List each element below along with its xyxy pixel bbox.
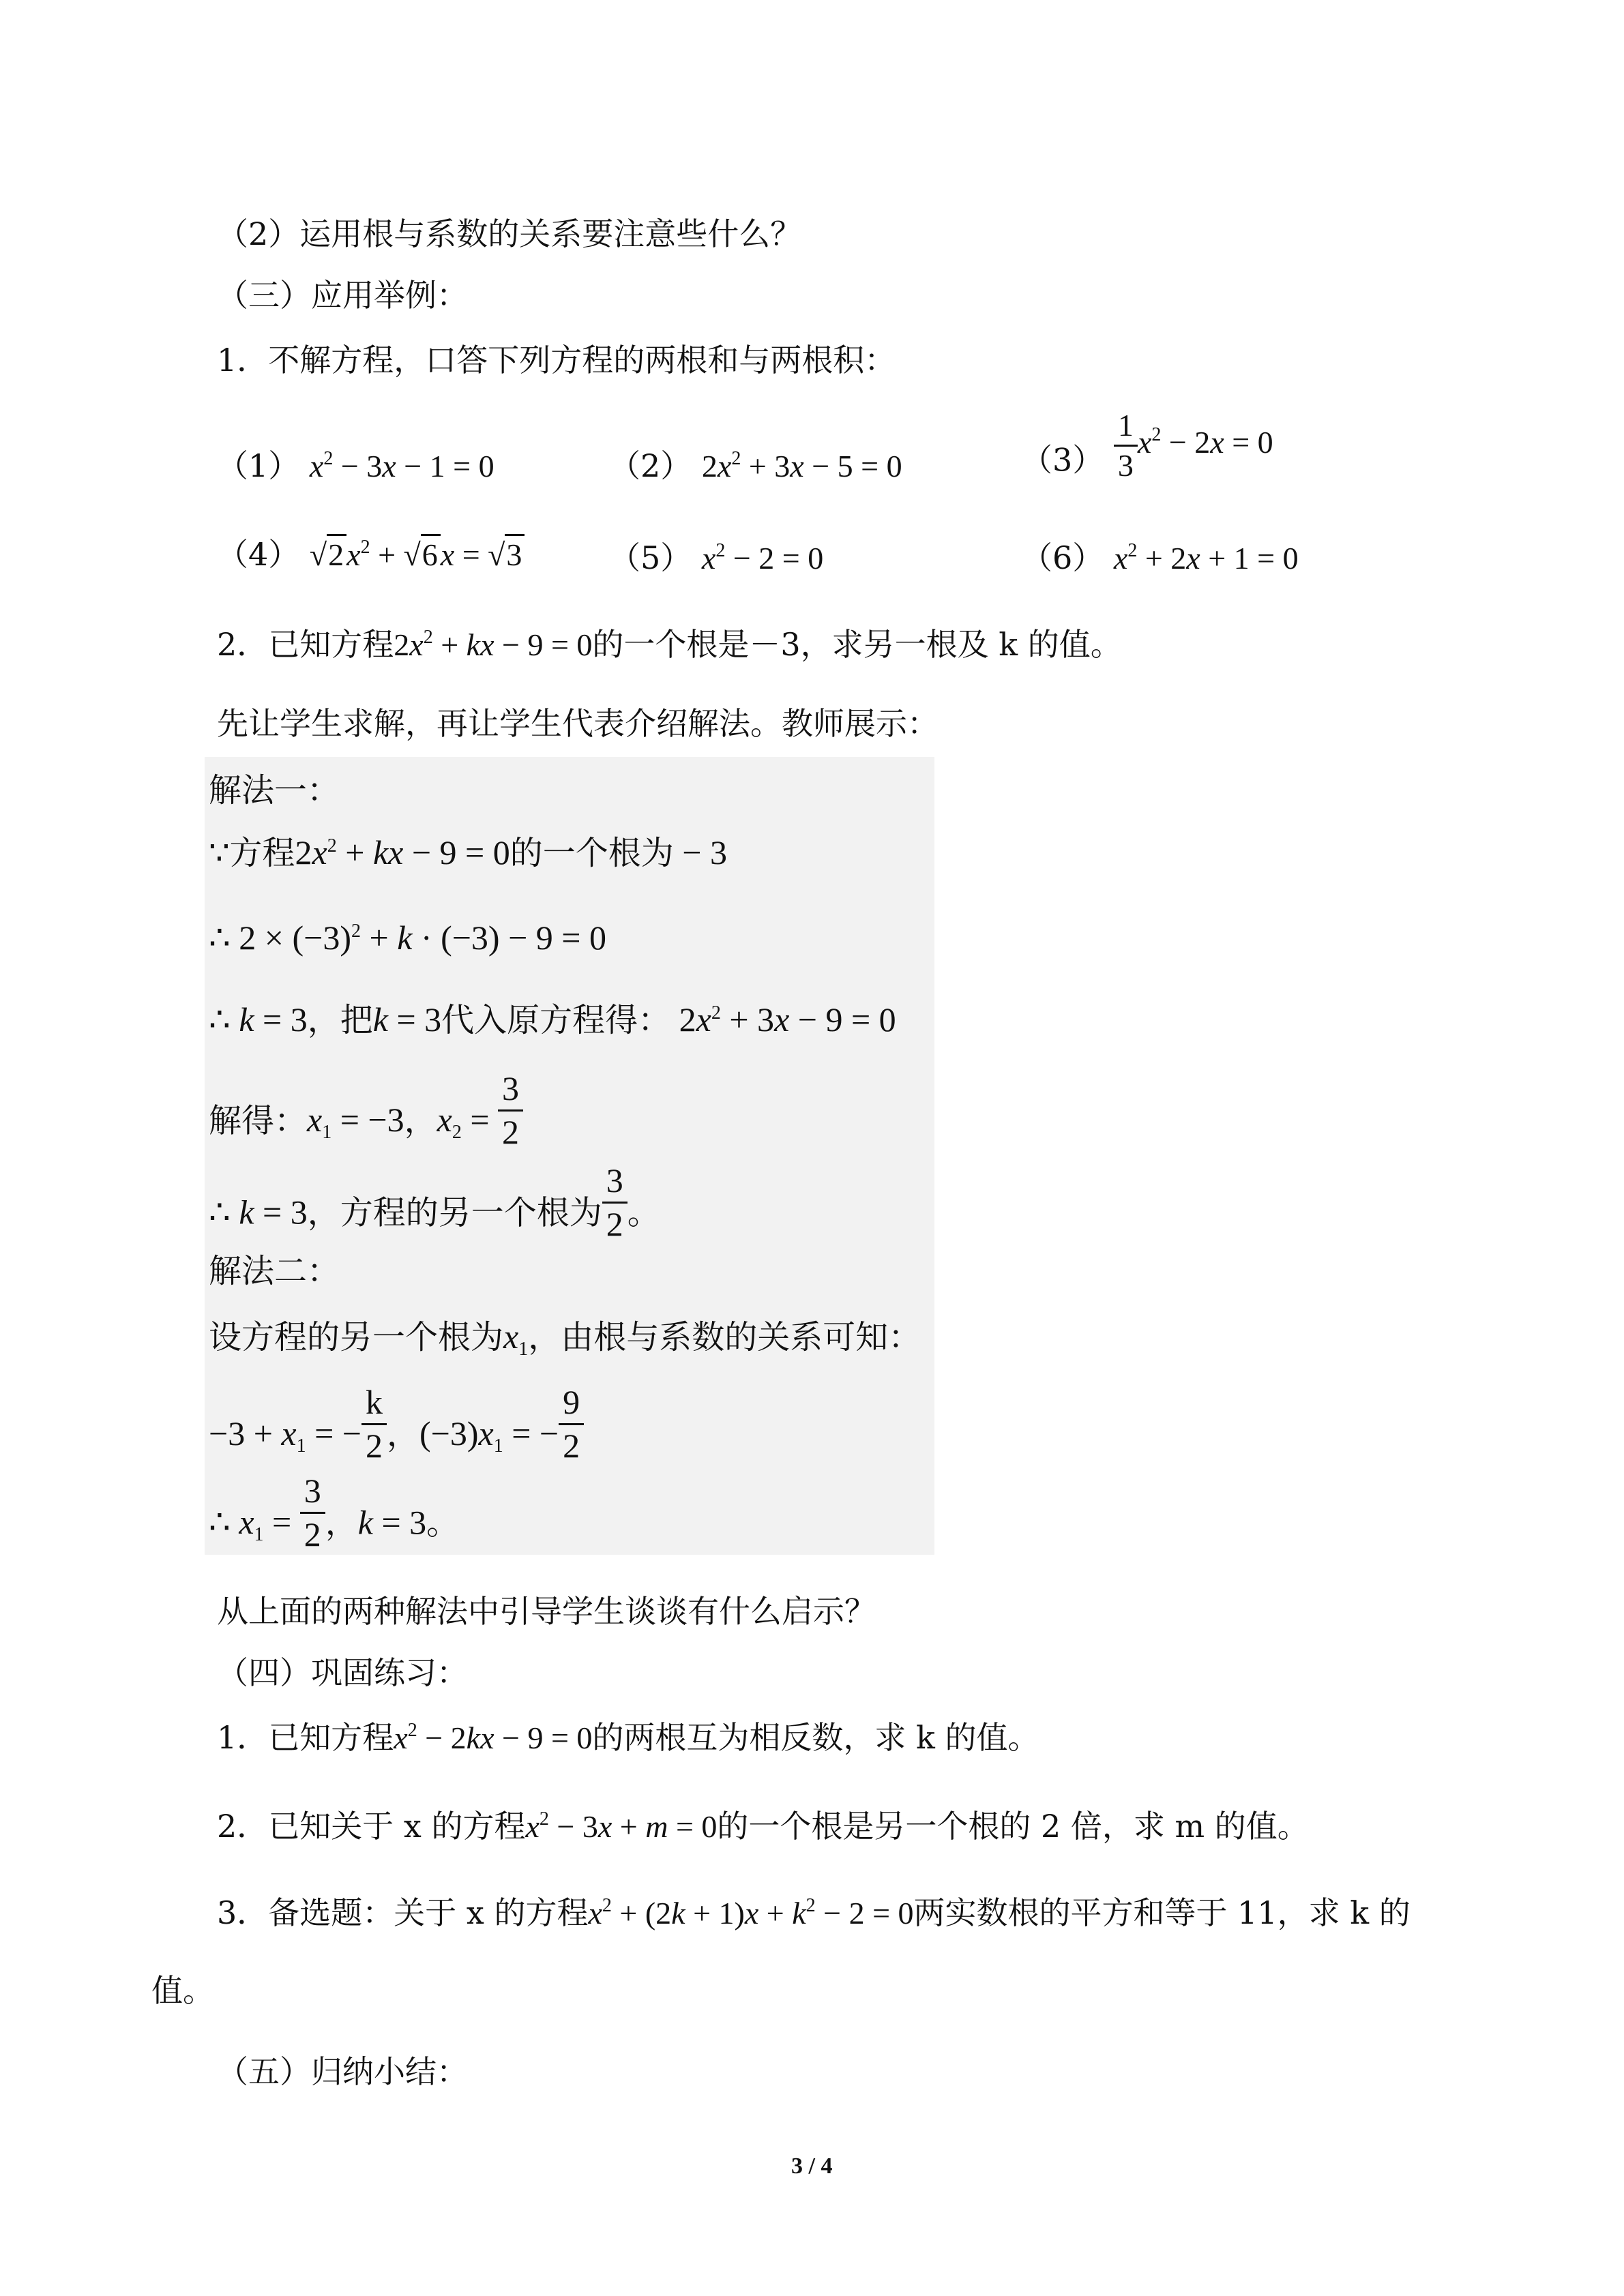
item-label: （3） xyxy=(1021,441,1104,479)
solution-1-title: 解法一： xyxy=(209,771,340,809)
practice-3: 3．备选题：关于 x 的方程$x^2 + (2k + 1)x + k^2 - 2 = 0$两实数根的平方和等于 11，求 k 的 xyxy=(217,1894,1411,1931)
solution-1-line-5: ∴ k = 3，方程的另一个根为 $\frac{3}{2}$ 。 xyxy=(209,1161,660,1243)
equation-item-5: （5） $x^2 - 2 = 0$ xyxy=(609,539,824,576)
question-2: （2）运用根与系数的关系要注意些什么？ xyxy=(217,215,802,252)
exercise-1-prompt: 1．不解方程，口答下列方程的两根和与两根积： xyxy=(217,342,896,378)
solution-1-line-1: ∵方程$2x^2$ + kx − 9 = 0的一个根为 − 3 xyxy=(209,833,727,872)
reflection-question: 从上面的两种解法中引导学生谈谈有什么启示？ xyxy=(217,1593,876,1630)
equation-item-1: （1） $x^2 - 3x - 1 = 0$ xyxy=(217,447,494,484)
item-label: （4） xyxy=(217,536,300,573)
text: 的一个根是另一个根的 2 倍，求 m 的值。 xyxy=(717,1808,1309,1845)
equation-item-6: （6） $x^2 + 2x + 1 = 0$ xyxy=(1021,539,1299,576)
text: 两实数根的平方和等于 11，求 k 的 xyxy=(913,1894,1411,1931)
text: ∵方程 xyxy=(209,834,295,872)
item-label: （1） xyxy=(217,447,300,484)
solution-1-line-2: ∴ $2 \times (-3)^2 + k \cdot (-3) - 9 = 0$ xyxy=(209,919,606,957)
text: 的一个根为 xyxy=(510,834,674,872)
practice-2: 2．已知关于 x 的方程$x^2 - 3x + m = 0$的一个根是另一个根的 2 倍，求 m 的值。 xyxy=(217,1808,1309,1845)
practice-3-continued: 值。 xyxy=(151,1972,214,2009)
section-3-heading: （三）应用举例： xyxy=(217,277,468,314)
solution-1-line-4: 解得：$x_1 = -3$，$x_2$ = $\frac{3}{2}$ xyxy=(209,1071,523,1150)
text: 3．备选题：关于 x 的方程 xyxy=(217,1894,589,1931)
solution-2-title: 解法二： xyxy=(209,1252,340,1290)
equation-item-2: （2） $2x^2 + 3x - 5 = 0$ xyxy=(609,447,902,484)
text: 解得： xyxy=(209,1101,308,1140)
equation-item-3: （3） $\frac{1}{3}$ $x^2 - 2x = 0$ xyxy=(1021,408,1273,483)
exercise-2-prefix: 2．已知方程 xyxy=(217,626,394,663)
text: ， xyxy=(325,1504,358,1542)
text: 的两根互为相反数，求 k 的值。 xyxy=(592,1719,1039,1756)
solution-2-line-1: 设方程的另一个根为$x_1$，由根与系数的关系可知： xyxy=(209,1317,921,1360)
solution-2-line-2: $-3 + x_1$ = − $\frac{k}{2}$ ，$(-3)x_1$ = − $\frac{9}{2}$ xyxy=(209,1384,584,1463)
text: 。 xyxy=(627,1193,660,1232)
page-number: 3 / 4 xyxy=(791,2153,833,2179)
text: ，把 xyxy=(307,1001,373,1039)
exercise-2-suffix: 的一个根是－3，求另一根及 k 的值。 xyxy=(592,626,1122,663)
item-label: （6） xyxy=(1021,539,1104,576)
section-4-heading: （四）巩固练习： xyxy=(217,1654,468,1691)
item-label: （5） xyxy=(609,539,692,576)
text: ，方程的另一个根为 xyxy=(307,1193,602,1232)
equation-item-4: （4） $√2x^2 + √6x = √3$ xyxy=(217,539,525,571)
text: ， xyxy=(404,1101,437,1140)
teacher-intro: 先让学生求解，再让学生代表介绍解法。教师展示： xyxy=(217,705,939,742)
text: 2．已知关于 x 的方程 xyxy=(217,1808,526,1845)
practice-1: 1．已知方程$x^2 - 2kx - 9 = 0$的两根互为相反数，求 k 的值。 xyxy=(217,1719,1039,1756)
exercise-2: 2．已知方程$2x^2$ + kx − 9 = 0的一个根是－3，求另一根及 k 的值。 xyxy=(217,626,1122,663)
text: 。 xyxy=(426,1504,460,1542)
text: ， xyxy=(387,1415,420,1454)
solution-1-line-3: ∴ k = 3，把k = 3代入原方程得： $2x^2 + 3x - 9 = 0$ xyxy=(209,1000,896,1039)
text: 1．已知方程 xyxy=(217,1719,394,1756)
text: 设方程的另一个根为 xyxy=(209,1318,504,1356)
section-5-heading: （五）归纳小结： xyxy=(217,2053,468,2090)
item-label: （2） xyxy=(609,447,692,484)
text: 代入原方程得： xyxy=(441,1001,671,1039)
solution-2-line-3: ∴ $x_1$ = $\frac{3}{2}$ ，k = 3。 xyxy=(209,1472,460,1553)
text: ，由根与系数的关系可知： xyxy=(528,1318,921,1356)
